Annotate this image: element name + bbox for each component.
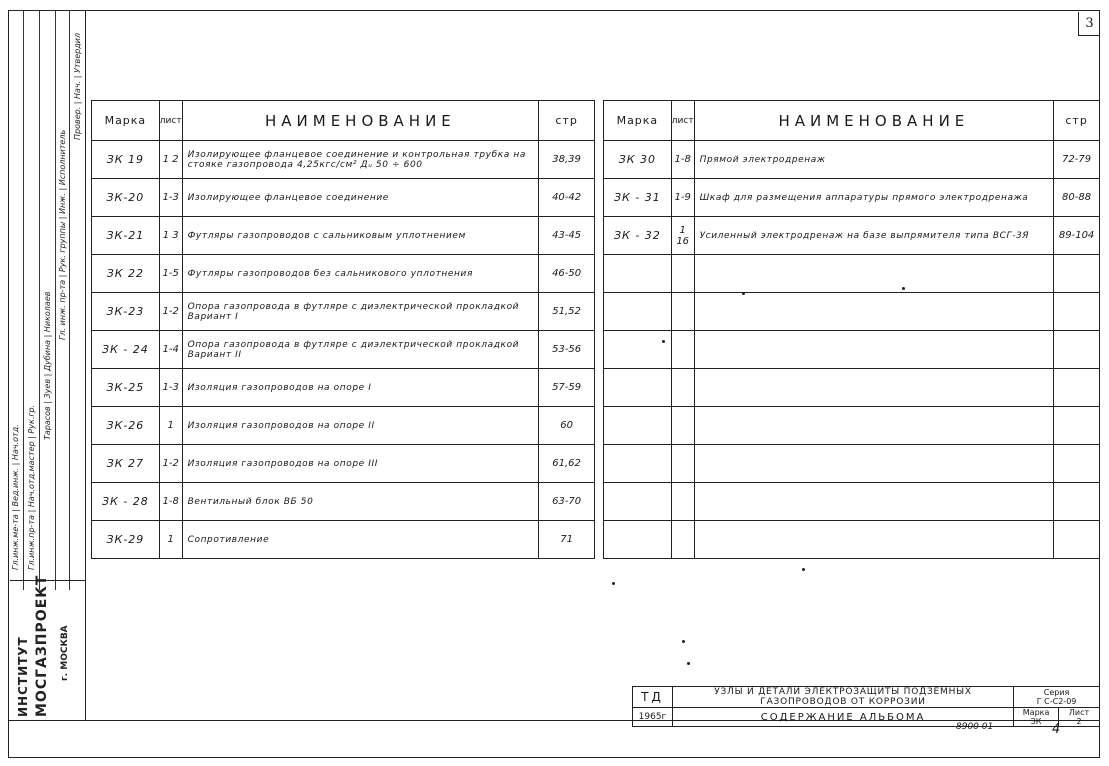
row-list <box>671 255 694 293</box>
row-pages: 60 <box>539 407 595 445</box>
row-pages: 57-59 <box>539 369 595 407</box>
row-list: 1 <box>159 521 182 559</box>
table-row <box>92 293 595 331</box>
row-pages: 63-70 <box>539 483 595 521</box>
row-name <box>694 331 1054 369</box>
row-marka: ЗК-29 <box>92 521 160 559</box>
sidebar-column-text: Тарасов | Зуев | Дубина | Николаев <box>43 291 52 440</box>
row-name: Опора газопровода в футляре с диэлектрической прокладкой Вариант I <box>182 293 539 331</box>
sidebar-column <box>56 10 70 590</box>
row-marka <box>604 445 672 483</box>
stamp-sheet-label: Лист <box>1068 708 1090 717</box>
row-marka <box>604 483 672 521</box>
row-list: 1 16 <box>671 217 694 255</box>
row-marka <box>604 293 672 331</box>
table-body <box>604 141 1100 559</box>
row-pages <box>1054 521 1100 559</box>
header-name: НАИМЕНОВАНИЕ <box>694 101 1054 141</box>
contents-table-right <box>603 100 1100 559</box>
institute-block <box>10 574 86 720</box>
sidebar-column <box>70 10 86 590</box>
stamp-series-value: Г С-С2-09 <box>1036 697 1077 706</box>
table-body <box>92 141 595 559</box>
header-str: стр <box>539 101 595 141</box>
row-list: 1-2 <box>159 293 182 331</box>
row-name: Изоляция газопроводов на опоре I <box>182 369 539 407</box>
row-pages: 71 <box>539 521 595 559</box>
row-name: Изолирующее фланцевое соединение и контрольная трубка на стояке газопровода 4,25кгс/см² Дᵤ 50 ÷ 600 <box>182 141 539 179</box>
row-marka <box>604 369 672 407</box>
speck <box>682 640 685 643</box>
row-pages <box>1054 293 1100 331</box>
row-list <box>671 483 694 521</box>
row-name: Изоляция газопроводов на опоре III <box>182 445 539 483</box>
table-row <box>604 217 1100 255</box>
stamp-marka-label: Марка <box>1022 708 1050 717</box>
sidebar-column-text: Гл. инж. пр-та | Рук. группы | Инж. | Исполнитель <box>58 129 67 340</box>
row-marka: ЗК-26 <box>92 407 160 445</box>
row-marka: ЗК-21 <box>92 217 160 255</box>
handwritten-page-number: 4 <box>1052 722 1061 737</box>
speck <box>687 662 690 665</box>
table-row <box>604 179 1100 217</box>
row-pages <box>1054 445 1100 483</box>
row-name: Шкаф для размещения аппаратуры прямого электродренажа <box>694 179 1054 217</box>
row-name <box>694 445 1054 483</box>
stamp-sheet <box>1059 708 1100 727</box>
sidebar-column-text: Гл.инж.пр-та | Нач.отд.мастер | Рук.гр. <box>27 404 36 570</box>
row-marka: ЗК - 32 <box>604 217 672 255</box>
table-header-row <box>604 101 1100 141</box>
row-name: Футляры газопроводов без сальникового уплотнения <box>182 255 539 293</box>
header-name: НАИМЕНОВАНИЕ <box>182 101 539 141</box>
table-row <box>604 521 1100 559</box>
table-row <box>604 407 1100 445</box>
sidebar-column-text: Гл.инж.ме-та | Вед.инж. | Нач.отд. <box>11 424 20 570</box>
row-pages: 51,52 <box>539 293 595 331</box>
table-row <box>92 141 595 179</box>
row-marka <box>604 331 672 369</box>
stamp-subtitle: СОДЕРЖАНИЕ АЛЬБОМА <box>672 708 1013 727</box>
row-name: Усиленный электродренаж на базе выпрямителя типа ВСГ-3Я <box>694 217 1054 255</box>
row-list: 1-3 <box>159 179 182 217</box>
table-row <box>604 255 1100 293</box>
speck <box>612 582 615 585</box>
row-list: 1-9 <box>671 179 694 217</box>
contents-table-left <box>91 100 595 559</box>
title-stamp <box>632 686 1100 727</box>
row-name <box>694 521 1054 559</box>
row-marka <box>604 521 672 559</box>
row-list: 1-8 <box>671 141 694 179</box>
page-number: 3 <box>1078 12 1100 36</box>
institute-city: г. МОСКВА <box>60 625 70 681</box>
row-pages <box>1054 331 1100 369</box>
stamp-year: 1965г <box>633 708 673 727</box>
row-marka: ЗК 19 <box>92 141 160 179</box>
row-list <box>671 521 694 559</box>
table-row <box>92 217 595 255</box>
table-row <box>92 445 595 483</box>
institute-label: ИНСТИТУТ <box>16 636 30 717</box>
table-row <box>92 521 595 559</box>
archive-number: 8900 01 <box>956 722 994 732</box>
speck <box>802 568 805 571</box>
row-pages: 38,39 <box>539 141 595 179</box>
row-pages: 46-50 <box>539 255 595 293</box>
table-row <box>92 331 595 369</box>
row-marka: ЗК - 31 <box>604 179 672 217</box>
sidebar-column <box>8 10 24 590</box>
row-pages <box>1054 369 1100 407</box>
stamp-title: УЗЛЫ И ДЕТАЛИ ЭЛЕКТРОЗАЩИТЫ ПОДЗЕМНЫХ ГАЗОПРОВОДОВ ОТ КОРРОЗИИ <box>672 687 1013 708</box>
row-pages: 80-88 <box>1054 179 1100 217</box>
row-pages: 61,62 <box>539 445 595 483</box>
row-name <box>694 407 1054 445</box>
row-list <box>671 445 694 483</box>
table-row <box>92 483 595 521</box>
header-marka: Марка <box>604 101 672 141</box>
row-name: Изолирующее фланцевое соединение <box>182 179 539 217</box>
sidebar-column <box>24 10 40 590</box>
speck <box>902 287 905 290</box>
row-list <box>671 369 694 407</box>
sidebar-column <box>40 10 56 590</box>
table-row <box>604 445 1100 483</box>
table-row <box>604 483 1100 521</box>
sidebar-column-text: Провер. | Нач. | Утвердил <box>73 32 82 140</box>
row-marka: ЗК-25 <box>92 369 160 407</box>
header-str: стр <box>1054 101 1100 141</box>
speck <box>662 340 665 343</box>
row-name: Опора газопровода в футляре с диэлектрической прокладкой Вариант II <box>182 331 539 369</box>
row-marka: ЗК - 24 <box>92 331 160 369</box>
stamp-series <box>1014 687 1100 708</box>
stamp-marka-value: ЗК <box>1030 717 1042 726</box>
row-name: Прямой электродренаж <box>694 141 1054 179</box>
row-marka: ЗК 22 <box>92 255 160 293</box>
row-list: 1-2 <box>159 445 182 483</box>
row-list: 1-5 <box>159 255 182 293</box>
row-list: 1 <box>159 407 182 445</box>
row-name <box>694 369 1054 407</box>
stamp-series-label: Серия <box>1043 688 1070 697</box>
row-name <box>694 293 1054 331</box>
row-list <box>671 293 694 331</box>
row-name: Изоляция газопроводов на опоре II <box>182 407 539 445</box>
row-pages: 53-56 <box>539 331 595 369</box>
table-row <box>92 407 595 445</box>
table-row <box>604 369 1100 407</box>
table-row <box>604 293 1100 331</box>
header-list: лист <box>159 101 182 141</box>
row-marka <box>604 407 672 445</box>
table-row <box>92 179 595 217</box>
row-marka <box>604 255 672 293</box>
row-list: 1 2 <box>159 141 182 179</box>
row-marka: ЗК-23 <box>92 293 160 331</box>
row-name: Футляры газопроводов с сальниковым уплотнением <box>182 217 539 255</box>
row-list: 1-3 <box>159 369 182 407</box>
row-name: Сопротивление <box>182 521 539 559</box>
row-name <box>694 255 1054 293</box>
speck <box>742 292 745 295</box>
institute-name: МОСГАЗПРОЕКТ <box>34 574 50 717</box>
row-pages <box>1054 483 1100 521</box>
row-list: 1-8 <box>159 483 182 521</box>
row-name <box>694 483 1054 521</box>
table-row <box>604 331 1100 369</box>
table-row <box>92 369 595 407</box>
row-marka: ЗК 27 <box>92 445 160 483</box>
row-marka: ЗК 30 <box>604 141 672 179</box>
row-pages <box>1054 255 1100 293</box>
row-pages: 72-79 <box>1054 141 1100 179</box>
row-list <box>671 407 694 445</box>
row-pages: 43-45 <box>539 217 595 255</box>
row-list: 1-4 <box>159 331 182 369</box>
row-marka: ЗК - 28 <box>92 483 160 521</box>
row-pages: 89-104 <box>1054 217 1100 255</box>
row-name: Вентильный блок ВБ 50 <box>182 483 539 521</box>
row-pages: 40-42 <box>539 179 595 217</box>
table-header-row <box>92 101 595 141</box>
row-list: 1 3 <box>159 217 182 255</box>
stamp-sheet-value: 2 <box>1076 717 1082 726</box>
header-list: лист <box>671 101 694 141</box>
row-marka: ЗК-20 <box>92 179 160 217</box>
table-row <box>92 255 595 293</box>
header-marka: Марка <box>92 101 160 141</box>
stamp-code: ТД <box>633 687 673 708</box>
table-row <box>604 141 1100 179</box>
row-list <box>671 331 694 369</box>
row-pages <box>1054 407 1100 445</box>
